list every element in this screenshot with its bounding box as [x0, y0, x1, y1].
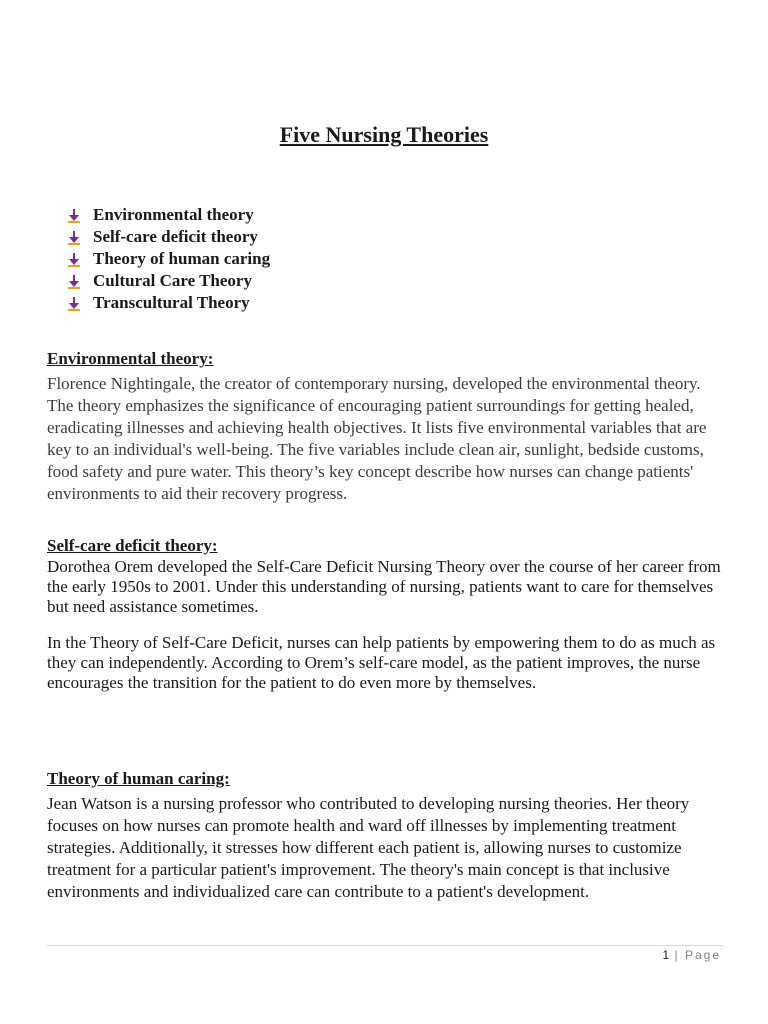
theories-list	[68, 204, 270, 314]
page-label: Page	[684, 948, 721, 962]
section-paragraph: Dorothea Orem developed the Self-Care Deficit Nursing Theory over the course of her career from the early 1950s to 2001. Under this understanding of nursing, patients want to care for themselves but need assistance sometimes.	[47, 557, 721, 616]
down-arrow-bullet-icon	[68, 296, 80, 310]
human-caring-section	[47, 768, 723, 903]
footer-separator: |	[669, 948, 685, 962]
section-heading: Self-care deficit theory:	[47, 536, 218, 555]
list-item	[68, 248, 270, 270]
section-paragraph: In the Theory of Self-Care Deficit, nurses can help patients by empowering them to do as much as they can independently. According to Orem’s self-care model, as the patient improves, the nurse encourages the transition for the patient to do even more by themselves.	[47, 633, 716, 692]
list-item-label: Transcultural Theory	[93, 293, 250, 312]
page-footer	[662, 948, 721, 962]
list-item	[68, 204, 270, 226]
page-number: 1	[662, 948, 670, 962]
list-item	[68, 292, 270, 314]
list-item-label: Cultural Care Theory	[93, 271, 252, 290]
list-item-label: Environmental theory	[93, 205, 254, 224]
footer-rule	[47, 945, 723, 946]
section-paragraph: Florence Nightingale, the creator of contemporary nursing, developed the environmental theory. The theory emphasizes the significance of encouraging patient surroundings for getting healed, eradicating illnesses and achieving health objectives. It lists five environmental variables that are key to an individual's well-being. The five variables include clean air, sunlight, bedside customs, food safety and pure water. This theory’s key concept describe how nurses can change patients' environments to aid their recovery progress.	[47, 374, 707, 503]
environmental-theory-section	[47, 348, 723, 505]
down-arrow-bullet-icon	[68, 208, 80, 222]
down-arrow-bullet-icon	[68, 274, 80, 288]
list-item	[68, 226, 270, 248]
down-arrow-bullet-icon	[68, 230, 80, 244]
self-care-deficit-section	[47, 535, 723, 693]
section-heading: Environmental theory:	[47, 349, 214, 368]
list-item-label: Theory of human caring	[93, 249, 271, 268]
section-paragraph: Jean Watson is a nursing professor who contributed to developing nursing theories. Her theory focuses on how nurses can promote health and ward off illnesses by implementing treatment strategies. Additionally, it stresses how different each patient is, allowing nurses to customize treatment for a particular patient's improvement. The theory's main concept is that inclusive environments and individualized care can contribute to a patient's development.	[47, 794, 690, 901]
list-item	[68, 270, 270, 292]
list-item-label: Self-care deficit theory	[93, 227, 258, 246]
section-heading: Theory of human caring:	[47, 769, 230, 788]
down-arrow-bullet-icon	[68, 252, 80, 266]
document-title: Five Nursing Theories	[279, 122, 489, 147]
